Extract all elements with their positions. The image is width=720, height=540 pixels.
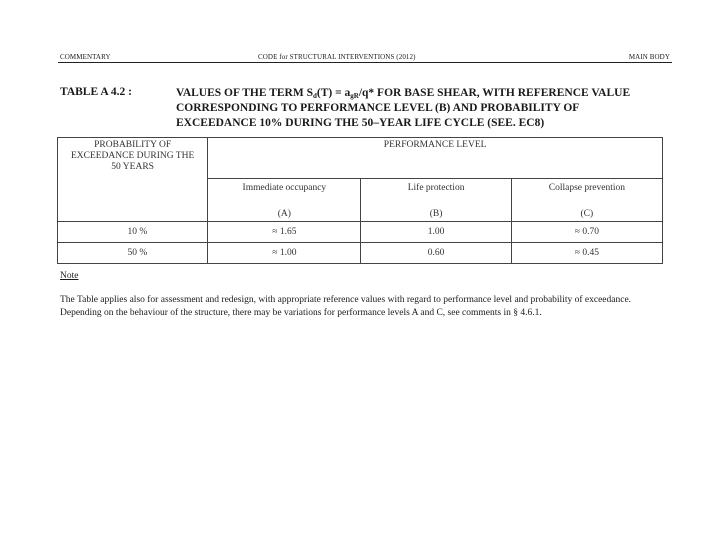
level-c-code: (C) [580,209,594,219]
row-probability: 50 % [58,243,208,264]
title-line-2: CORRESPONDING TO PERFORMANCE LEVEL (B) AND PROBABILITY OF [176,102,580,114]
probability-header-line-3: 50 YEARS [111,162,154,172]
table-label: TABLE A 4.2 : [60,86,132,98]
level-c-name: Collapse prevention [548,183,625,193]
title-line-1-prefix: VALUES OF THE TERM S [176,87,313,99]
title-line-1-mid: (T) = a [316,87,351,99]
level-b-header [361,179,511,222]
table-row [58,222,663,243]
table-row [58,243,663,264]
header-center: CODE for STRUCTURAL INTERVENTIONS (2012) [258,53,416,61]
level-a-header [208,179,361,222]
probability-header-line-1: PROBABILITY OF [94,140,172,150]
probability-header-line-2: EXCEEDANCE DURING THE [70,151,195,161]
row-value-c: ≈ 0.70 [511,222,662,243]
title-line-1 [176,86,676,101]
level-a-name: Immediate occupancy [242,183,327,193]
level-b-code: (B) [429,209,443,219]
row-value-b: 1.00 [361,222,511,243]
title-line-1-suffix: /q* FOR BASE SHEAR, WITH REFERENCE VALUE [358,87,631,99]
row-value-a: ≈ 1.00 [208,243,361,264]
title-sub-gr: gR [350,92,359,100]
table-title [176,86,676,131]
title-line-3: EXCEEDANCE 10% DURING THE 50–YEAR LIFE CYCLE (SEE. EC8) [176,117,545,129]
performance-level-header: PERFORMANCE LEVEL [208,138,663,179]
row-probability: 10 % [58,222,208,243]
level-c-header [511,179,662,222]
probability-header [58,138,208,222]
title-sub-d: d [312,92,317,100]
note-text: The Table applies also for assessment and redesign, with appropriate reference values with regard to performance level and probability of exceedance. Depending on the behaviour of the structure, there may be variations for performance levels A and C, see comments in § 4.6.1. [60,295,632,318]
level-b-name: Life protection [407,183,465,193]
performance-table [57,137,663,264]
level-a-code: (A) [277,209,291,219]
row-value-b: 0.60 [361,243,511,264]
note-label: Note [60,271,79,281]
row-value-a: ≈ 1.65 [208,222,361,243]
row-value-c: ≈ 0.45 [511,243,662,264]
header-left: COMMENTARY [60,53,111,61]
header-right: MAIN BODY [628,53,670,61]
header-rule [58,62,672,63]
